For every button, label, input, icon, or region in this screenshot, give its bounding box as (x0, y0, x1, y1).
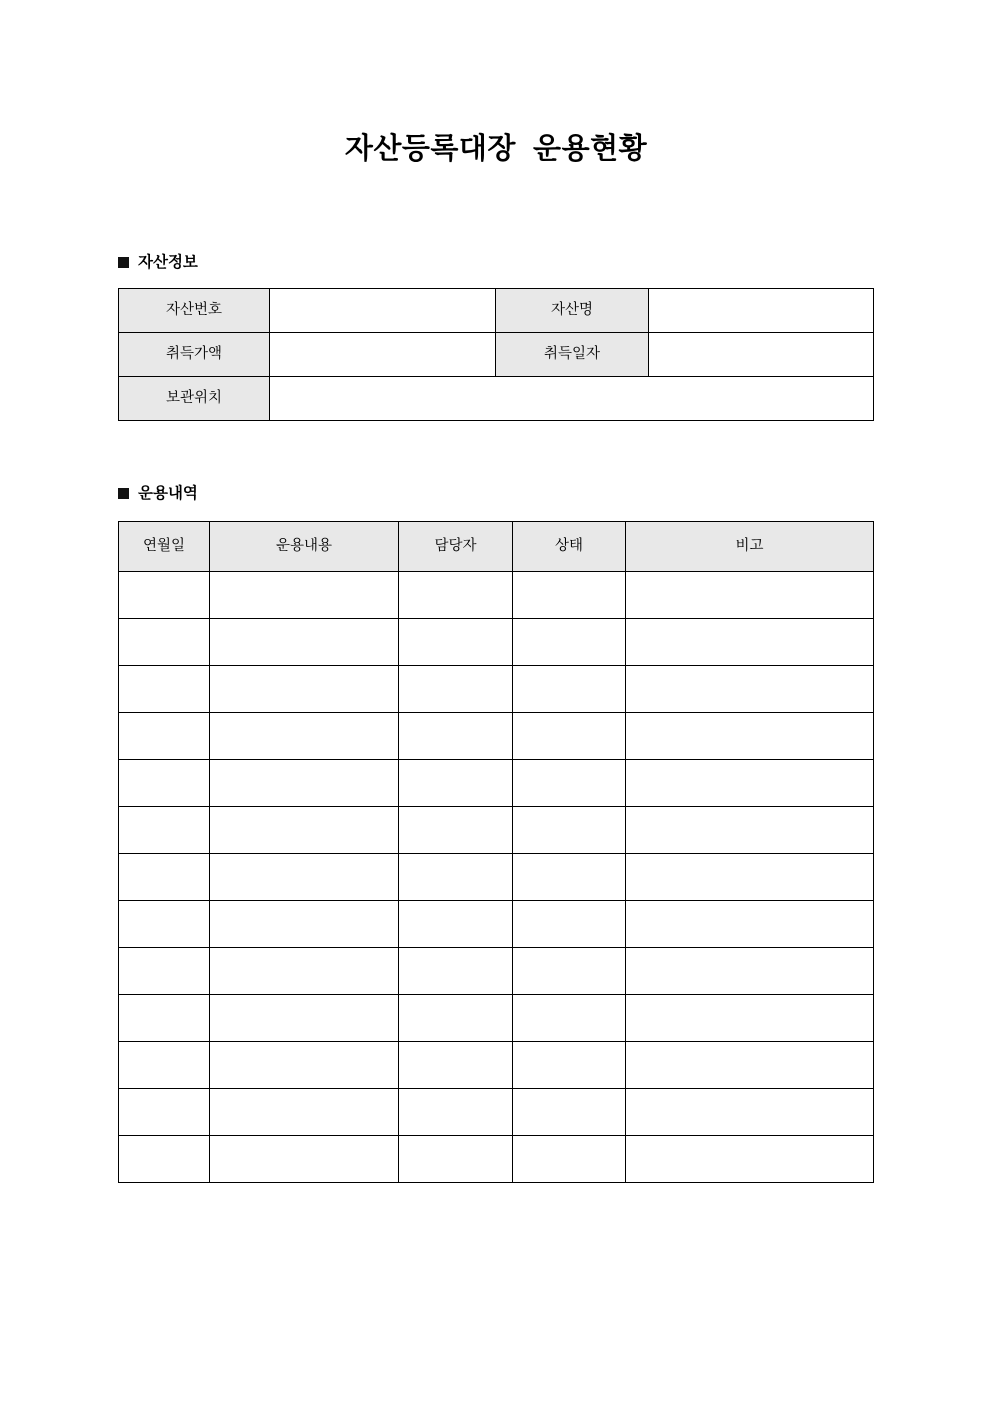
cell-remarks[interactable] (626, 1042, 874, 1089)
cell-person-in-charge[interactable] (399, 760, 513, 807)
table-row (119, 572, 874, 619)
cell-operation-detail[interactable] (210, 995, 399, 1042)
filled-square-bullet-icon (118, 488, 129, 499)
cell-remarks[interactable] (626, 995, 874, 1042)
table-row (119, 1089, 874, 1136)
column-header-date: 연월일 (119, 522, 210, 572)
cell-operation-detail[interactable] (210, 666, 399, 713)
cell-remarks[interactable] (626, 666, 874, 713)
cell-date[interactable] (119, 1042, 210, 1089)
column-header-person-in-charge: 담당자 (399, 522, 513, 572)
table-row (119, 333, 874, 377)
cell-operation-detail[interactable] (210, 1042, 399, 1089)
cell-person-in-charge[interactable] (399, 948, 513, 995)
cell-date[interactable] (119, 854, 210, 901)
storage-location-label: 보관위치 (119, 377, 270, 421)
table-row (119, 713, 874, 760)
page-title: 자산등록대장 운용현황 (344, 133, 648, 165)
cell-date[interactable] (119, 713, 210, 760)
table-row (119, 619, 874, 666)
cell-status[interactable] (513, 666, 626, 713)
cell-remarks[interactable] (626, 713, 874, 760)
cell-operation-detail[interactable] (210, 619, 399, 666)
asset-number-field[interactable] (270, 289, 496, 333)
cell-operation-detail[interactable] (210, 854, 399, 901)
cell-date[interactable] (119, 760, 210, 807)
table-row (119, 1136, 874, 1183)
cell-operation-detail[interactable] (210, 807, 399, 854)
cell-date[interactable] (119, 995, 210, 1042)
cell-person-in-charge[interactable] (399, 713, 513, 760)
cell-remarks[interactable] (626, 901, 874, 948)
cell-date[interactable] (119, 1136, 210, 1183)
cell-person-in-charge[interactable] (399, 1089, 513, 1136)
cell-status[interactable] (513, 1089, 626, 1136)
cell-status[interactable] (513, 760, 626, 807)
cell-date[interactable] (119, 807, 210, 854)
cell-person-in-charge[interactable] (399, 1136, 513, 1183)
table-row (119, 854, 874, 901)
operations-table-header-row (119, 522, 874, 572)
column-header-operation-detail: 운용내용 (210, 522, 399, 572)
cell-status[interactable] (513, 1042, 626, 1089)
cell-operation-detail[interactable] (210, 1089, 399, 1136)
cell-remarks[interactable] (626, 619, 874, 666)
cell-person-in-charge[interactable] (399, 619, 513, 666)
section-heading-operations (118, 486, 198, 502)
cell-status[interactable] (513, 619, 626, 666)
table-row (119, 289, 874, 333)
cell-person-in-charge[interactable] (399, 901, 513, 948)
cell-person-in-charge[interactable] (399, 995, 513, 1042)
cell-operation-detail[interactable] (210, 572, 399, 619)
cell-remarks[interactable] (626, 807, 874, 854)
cell-remarks[interactable] (626, 1089, 874, 1136)
cell-status[interactable] (513, 901, 626, 948)
cell-status[interactable] (513, 995, 626, 1042)
storage-location-field[interactable] (270, 377, 874, 421)
cell-status[interactable] (513, 572, 626, 619)
cell-operation-detail[interactable] (210, 901, 399, 948)
acquisition-date-label: 취득일자 (496, 333, 649, 377)
cell-operation-detail[interactable] (210, 713, 399, 760)
cell-status[interactable] (513, 948, 626, 995)
operations-table-body (119, 572, 874, 1183)
table-row (119, 1042, 874, 1089)
table-row (119, 807, 874, 854)
column-header-status: 상태 (513, 522, 626, 572)
cell-person-in-charge[interactable] (399, 854, 513, 901)
column-header-remarks: 비고 (626, 522, 874, 572)
cell-date[interactable] (119, 572, 210, 619)
table-row (119, 901, 874, 948)
cell-remarks[interactable] (626, 854, 874, 901)
cell-status[interactable] (513, 713, 626, 760)
cell-remarks[interactable] (626, 948, 874, 995)
cell-status[interactable] (513, 807, 626, 854)
acquisition-value-field[interactable] (270, 333, 496, 377)
acquisition-date-field[interactable] (649, 333, 874, 377)
cell-operation-detail[interactable] (210, 1136, 399, 1183)
cell-date[interactable] (119, 948, 210, 995)
asset-info-table (118, 288, 874, 421)
cell-remarks[interactable] (626, 760, 874, 807)
cell-person-in-charge[interactable] (399, 1042, 513, 1089)
cell-remarks[interactable] (626, 1136, 874, 1183)
table-row (119, 760, 874, 807)
cell-remarks[interactable] (626, 572, 874, 619)
acquisition-value-label: 취득가액 (119, 333, 270, 377)
cell-operation-detail[interactable] (210, 760, 399, 807)
cell-date[interactable] (119, 901, 210, 948)
asset-name-field[interactable] (649, 289, 874, 333)
cell-person-in-charge[interactable] (399, 807, 513, 854)
filled-square-bullet-icon (118, 257, 129, 268)
asset-name-label: 자산명 (496, 289, 649, 333)
table-row (119, 948, 874, 995)
asset-number-label: 자산번호 (119, 289, 270, 333)
table-row (119, 995, 874, 1042)
cell-date[interactable] (119, 1089, 210, 1136)
cell-person-in-charge[interactable] (399, 572, 513, 619)
cell-operation-detail[interactable] (210, 948, 399, 995)
table-row (119, 666, 874, 713)
cell-date[interactable] (119, 619, 210, 666)
section-heading-asset-info (118, 255, 198, 271)
table-row (119, 377, 874, 421)
section-heading-asset-info-label: 자산정보 (138, 254, 198, 271)
operations-table (118, 521, 874, 1183)
cell-date[interactable] (119, 666, 210, 713)
cell-status[interactable] (513, 854, 626, 901)
cell-status[interactable] (513, 1136, 626, 1183)
section-heading-operations-label: 운용내역 (138, 485, 198, 502)
cell-person-in-charge[interactable] (399, 666, 513, 713)
